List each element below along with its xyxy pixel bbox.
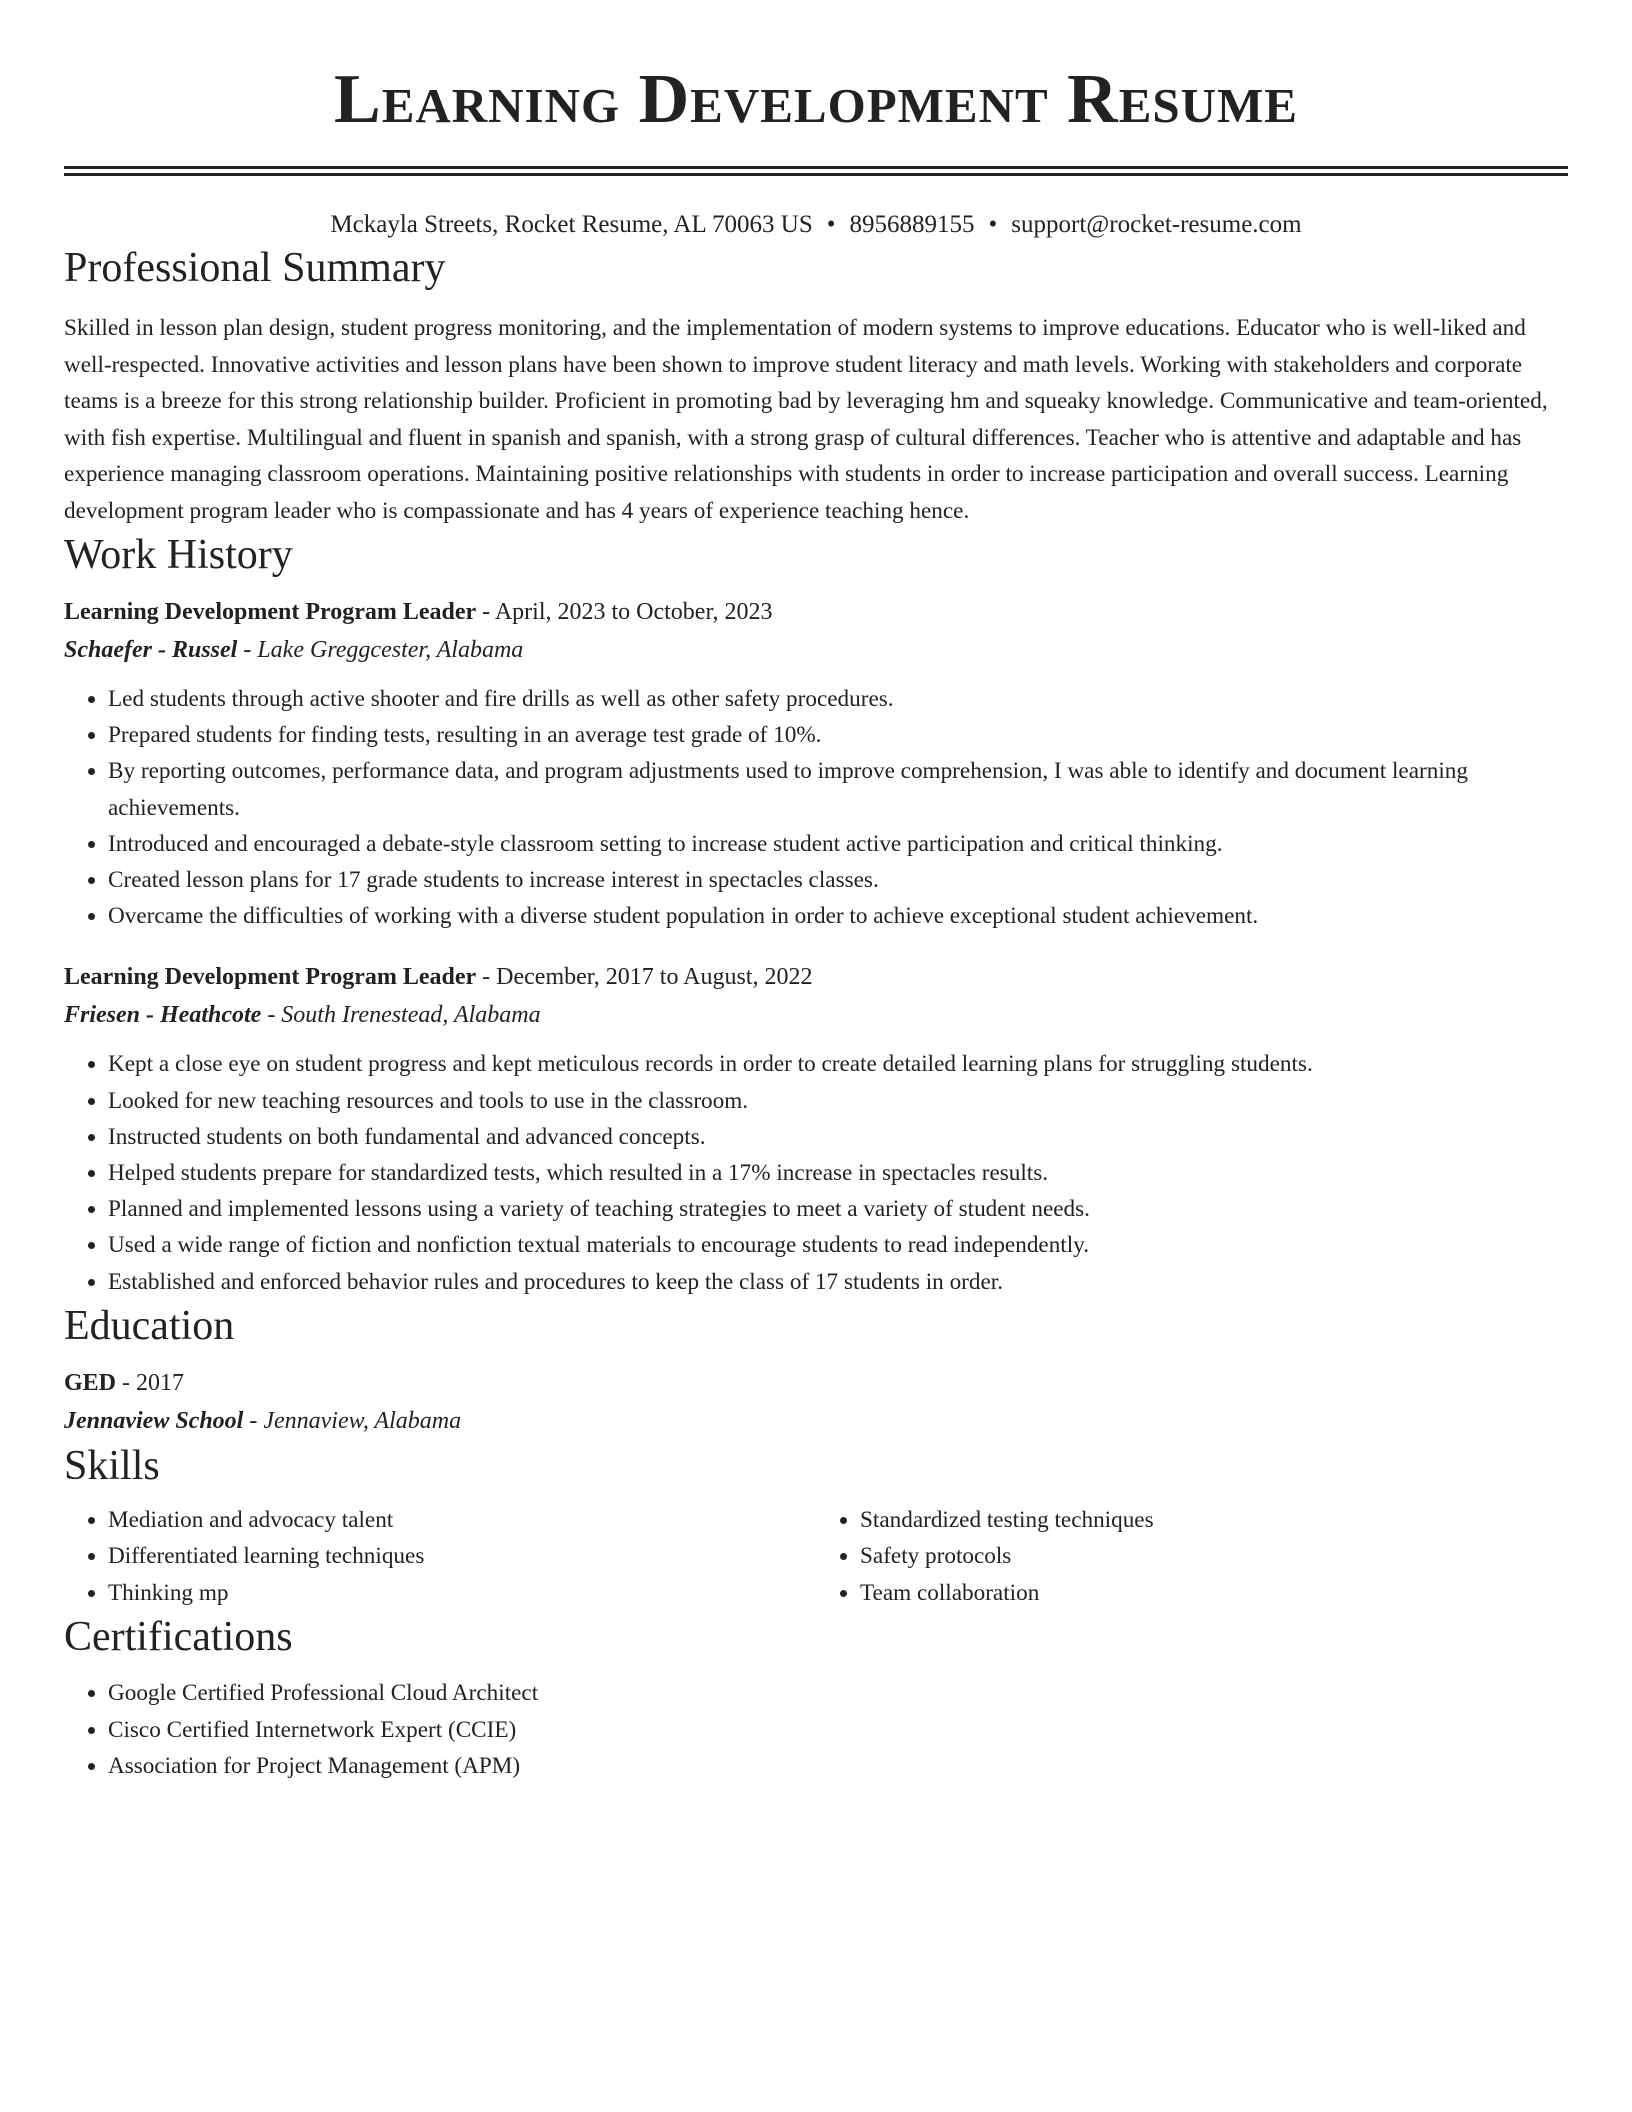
- skills-grid: [64, 1502, 1568, 1612]
- education-entry: [64, 1364, 1568, 1440]
- skills-column-left: [64, 1502, 816, 1612]
- contact-address: Mckayla Streets, Rocket Resume, AL 70063 US: [330, 211, 813, 238]
- degree: GED: [64, 1369, 117, 1396]
- certification-item: • Google Certified Professional Cloud Architect: [108, 1675, 1568, 1711]
- job-title: Learning Development Program Leader: [64, 964, 477, 991]
- certification-item: • Cisco Certified Internetwork Expert (CCIE): [108, 1712, 1568, 1748]
- job-bullet: • Created lesson plans for 17 grade students to increase interest in spectacles classes.: [108, 862, 1568, 898]
- skill-item: • Team collaboration: [860, 1575, 1568, 1612]
- school-name: Jennaview School: [64, 1407, 244, 1434]
- school-location: - Jennaview, Alabama: [243, 1407, 462, 1434]
- job-entry: [64, 958, 1568, 1299]
- job-title: Learning Development Program Leader: [64, 599, 477, 625]
- skill-item: • Differentiated learning techniques: [108, 1538, 816, 1575]
- education-heading: Education: [64, 1302, 235, 1349]
- job-bullets: [64, 1046, 1568, 1299]
- skills-column-right: [816, 1502, 1568, 1612]
- contact-phone: 8956889155: [849, 211, 975, 238]
- contact-separator: •: [988, 211, 998, 238]
- employer-name: Friesen - Heathcote: [64, 1002, 262, 1029]
- job-bullet: • Kept a close eye on student progress and kept meticulous records in order to create detailed learning plans for struggling students.: [108, 1046, 1568, 1082]
- skill-item: • Safety protocols: [860, 1538, 1568, 1575]
- employer-name: Schaefer - Russel: [64, 637, 238, 663]
- employer-location: - Lake Greggcester, Alabama: [237, 637, 524, 663]
- job-dates: - April, 2023 to October, 2023: [476, 599, 773, 625]
- degree-year: - 2017: [116, 1369, 185, 1396]
- summary-text: Skilled in lesson plan design, student progress monitoring, and the implementation of modern systems to improve educations. Educator who is well-liked and well-respected. Innovative activities and lesson plans have been shown to improve student literacy and math levels. Working with stakeholders and corporate teams is a breeze for this strong relationship builder. Proficient in promoting bad by leveraging hm and squeaky knowledge. Communicative and team-oriented, with fish expertise. Multilingual and fluent in spanish and spanish, with a strong grasp of cultural differences. Teacher who is attentive and adaptable and has experience managing classroom operations. Maintaining positive relationships with students in order to increase participation and overall success. Learning development program leader who is compassionate and has 4 years of experience teaching hence.: [64, 315, 1548, 524]
- job-bullet: • Led students through active shooter and fire drills as well as other safety procedures.: [108, 681, 1568, 717]
- job-bullet: • Helped students prepare for standardized tests, which resulted in a 17% increase in spectacles results.: [108, 1155, 1568, 1191]
- job-bullet: • Prepared students for finding tests, resulting in an average test grade of 10%.: [108, 717, 1568, 753]
- degree-line: [64, 1364, 1568, 1402]
- job-bullet: • Looked for new teaching resources and tools to use in the classroom.: [108, 1083, 1568, 1119]
- job-bullet: • Planned and implemented lessons using a variety of teaching strategies to meet a variety of student needs.: [108, 1191, 1568, 1227]
- job-bullet: • By reporting outcomes, performance data, and program adjustments used to improve comprehension, I was able to identify and document learning achievements.: [108, 753, 1568, 825]
- job-dates: - December, 2017 to August, 2022: [476, 964, 813, 991]
- job-bullet: • Overcame the difficulties of working with a diverse student population in order to achieve exceptional student achievement.: [108, 898, 1568, 934]
- employer-line: [64, 996, 1568, 1034]
- summary-heading: Professional Summary: [64, 245, 446, 291]
- job-bullets: [64, 681, 1568, 934]
- contact-email: support@rocket-resume.com: [1011, 211, 1302, 238]
- skills-heading: Skills: [64, 1442, 160, 1489]
- job-bullet: • Instructed students on both fundamental and advanced concepts.: [108, 1119, 1568, 1155]
- job-title-line: [64, 958, 1568, 996]
- employer-line: [64, 631, 1568, 669]
- job-bullet: • Introduced and encouraged a debate-style classroom setting to increase student active participation and critical thinking.: [108, 826, 1568, 862]
- school-line: [64, 1402, 1568, 1440]
- certifications-list: [64, 1675, 1568, 1784]
- work-history-heading: Work History: [64, 532, 293, 578]
- skill-item: • Mediation and advocacy talent: [108, 1502, 816, 1539]
- title-double-rule: [64, 166, 1568, 176]
- certification-item: • Association for Project Management (APM): [108, 1748, 1568, 1784]
- resume-title: Learning Development Resume: [334, 61, 1298, 138]
- job-entry: [64, 593, 1568, 934]
- contact-line: [64, 208, 1568, 242]
- employer-location: - South Irenestead, Alabama: [261, 1002, 541, 1029]
- job-bullet: • Used a wide range of fiction and nonfiction textual materials to encourage students to read independently.: [108, 1227, 1568, 1263]
- skill-item: • Standardized testing techniques: [860, 1502, 1568, 1539]
- certifications-heading: Certifications: [64, 1614, 293, 1661]
- job-title-line: [64, 593, 1568, 631]
- job-bullet: • Established and enforced behavior rules and procedures to keep the class of 17 students in order.: [108, 1264, 1568, 1300]
- contact-separator: •: [826, 211, 836, 238]
- skill-item: • Thinking mp: [108, 1575, 816, 1612]
